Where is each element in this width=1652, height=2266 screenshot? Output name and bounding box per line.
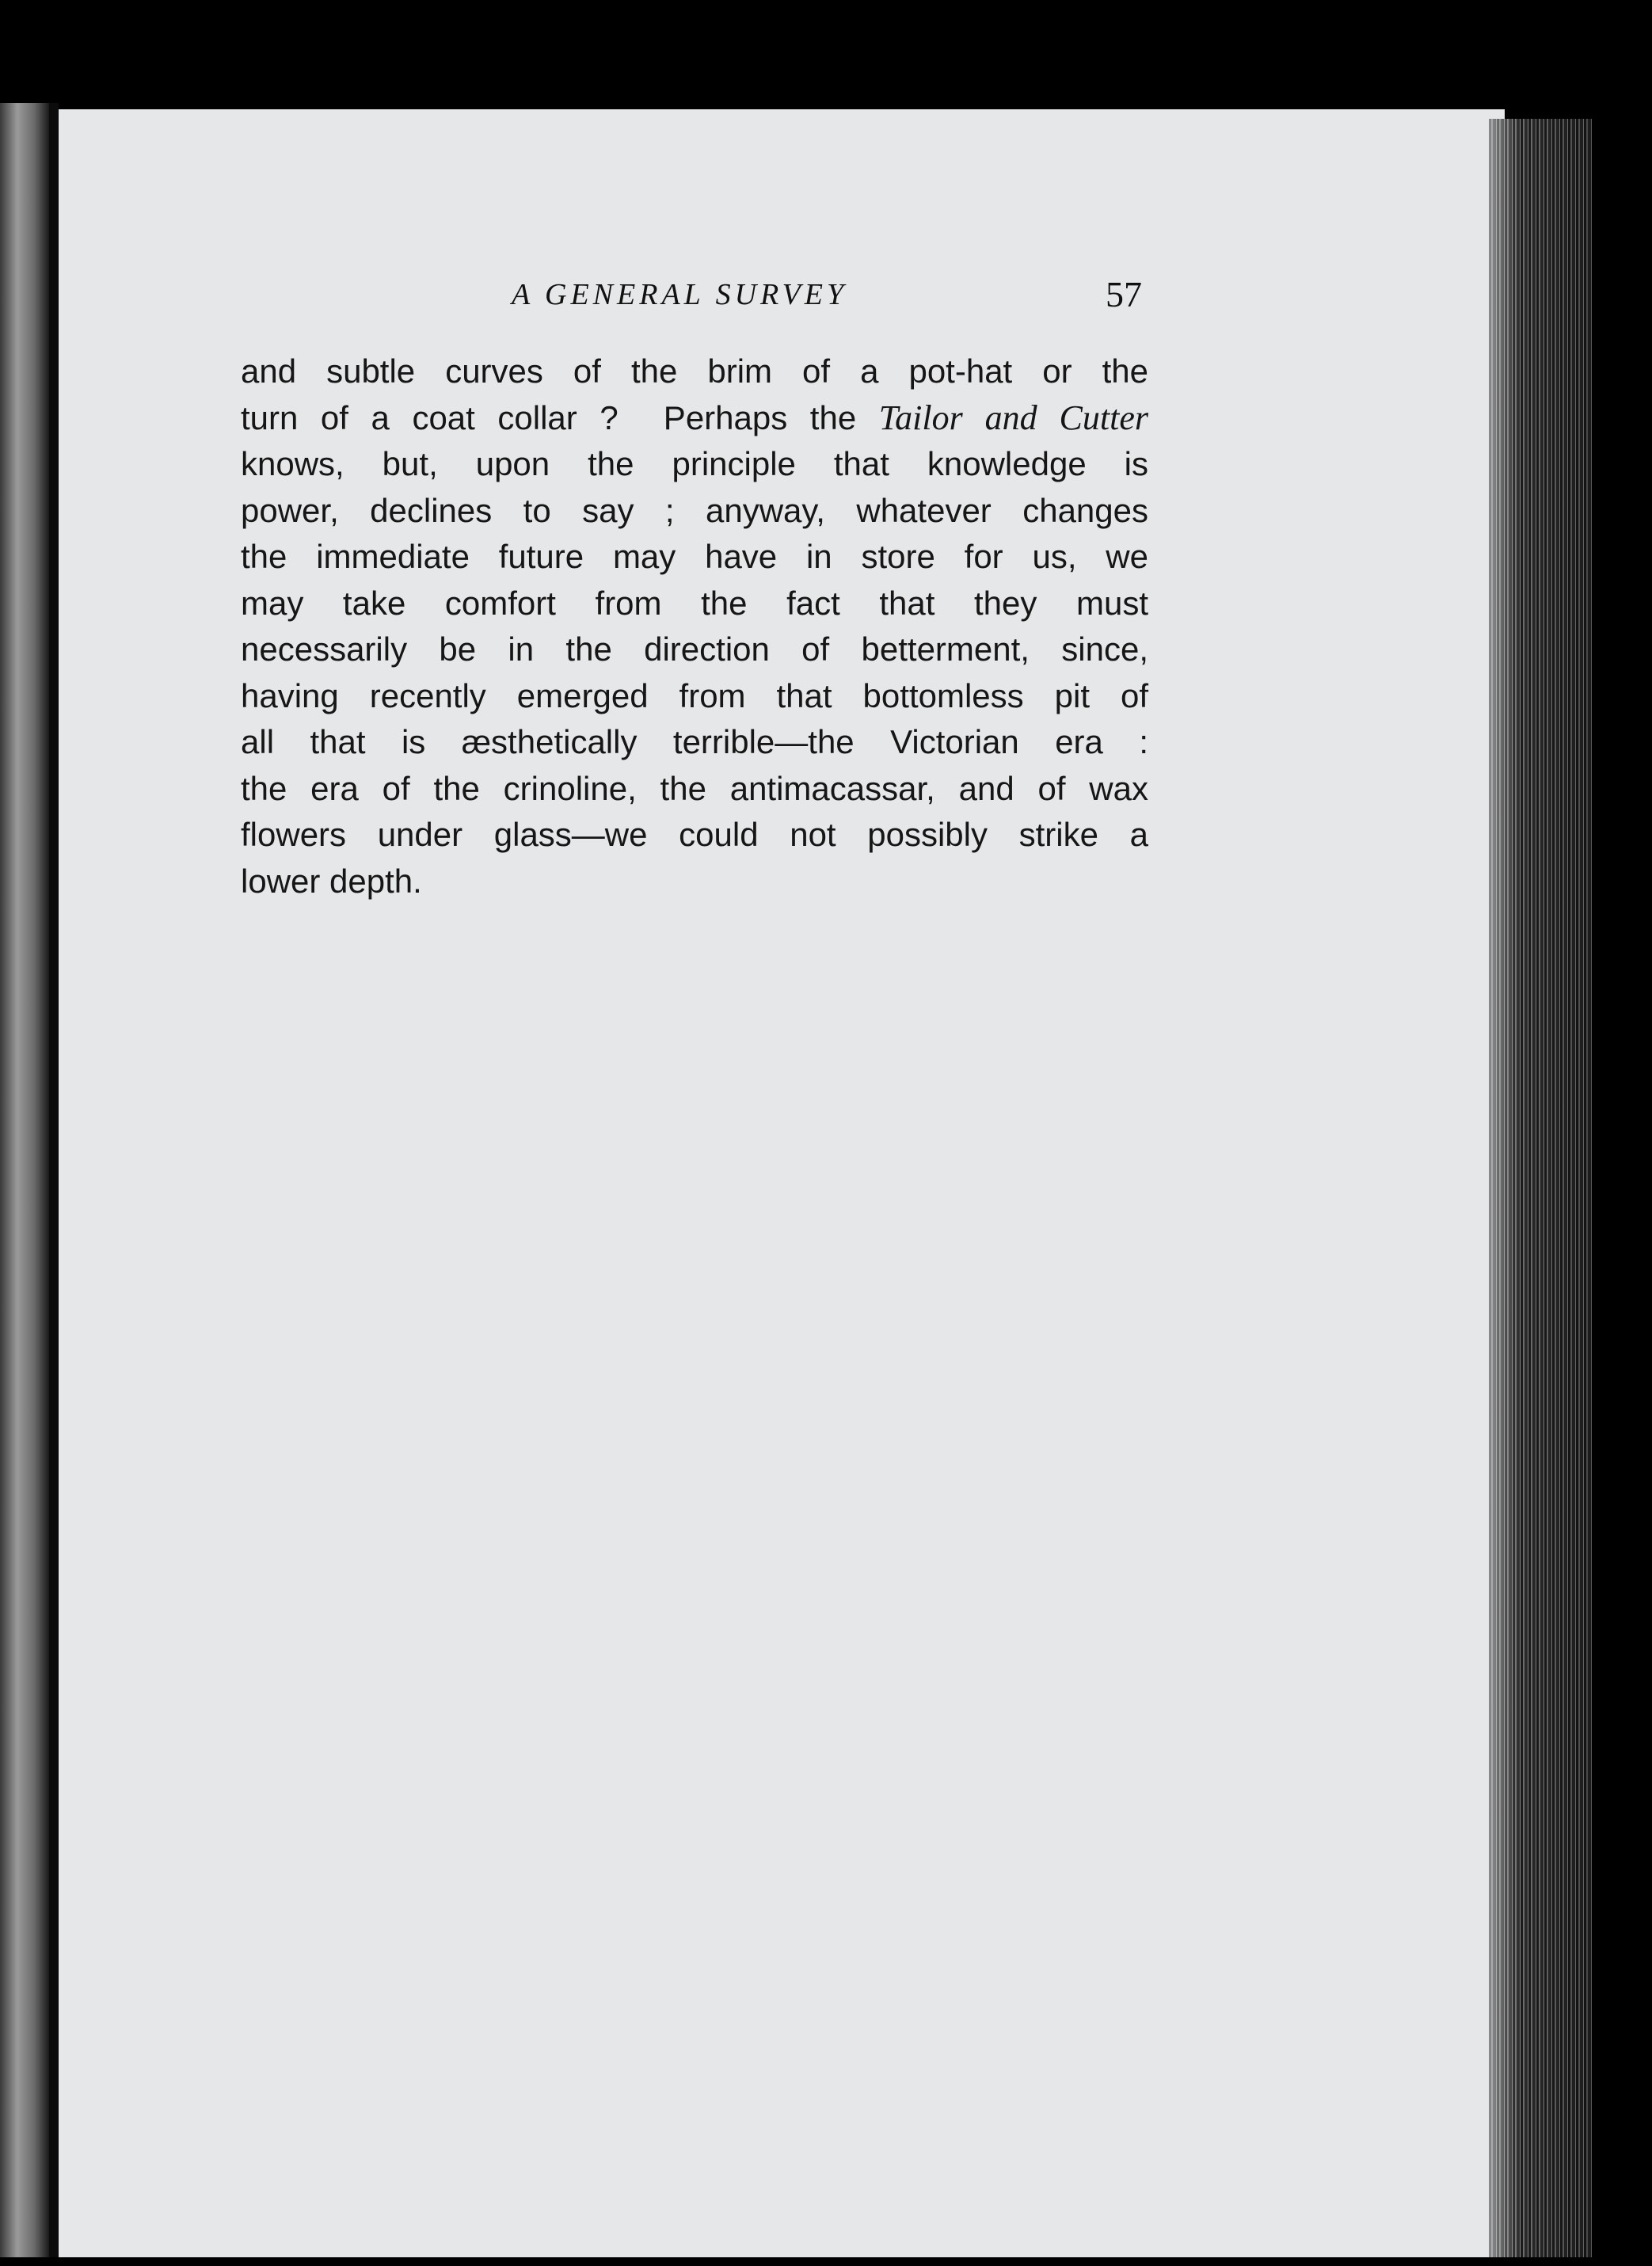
page-stack-shading [1489, 119, 1592, 2257]
text-line: power, declines to say ; anyway, whatever changes [241, 491, 1148, 529]
running-head: A GENERAL SURVEY [512, 278, 848, 311]
text-line: and subtle curves of the brim of a pot-hat or the [241, 352, 1148, 390]
page-number: 57 [1106, 274, 1142, 314]
text-line: all that is æsthetically terrible—the Victorian era : [241, 723, 1148, 760]
text-line: having recently emerged from that bottomless pit of [241, 676, 1148, 714]
text-line [241, 395, 1148, 442]
text-line: lower depth. [241, 862, 422, 900]
text-line-start: turn of a coat collar ? Perhaps the [241, 398, 879, 436]
text-line: the era of the crinoline, the antimacassar, and of wax [241, 769, 1148, 807]
text-line: flowers under glass—we could not possibly strike a [241, 816, 1148, 853]
text-line: may take comfort from the fact that they must [241, 584, 1148, 622]
text-line: knows, but, upon the principle that knowledge is [241, 445, 1148, 482]
text-line: the immediate future may have in store for us, we [241, 538, 1148, 575]
body-paragraph [241, 348, 1148, 904]
text-line: necessarily be in the direction of betterment, since, [241, 630, 1148, 668]
italic-title: Tailor and Cutter [878, 398, 1148, 437]
previous-page-edge [0, 103, 49, 2257]
gutter-shadow [49, 103, 59, 2257]
